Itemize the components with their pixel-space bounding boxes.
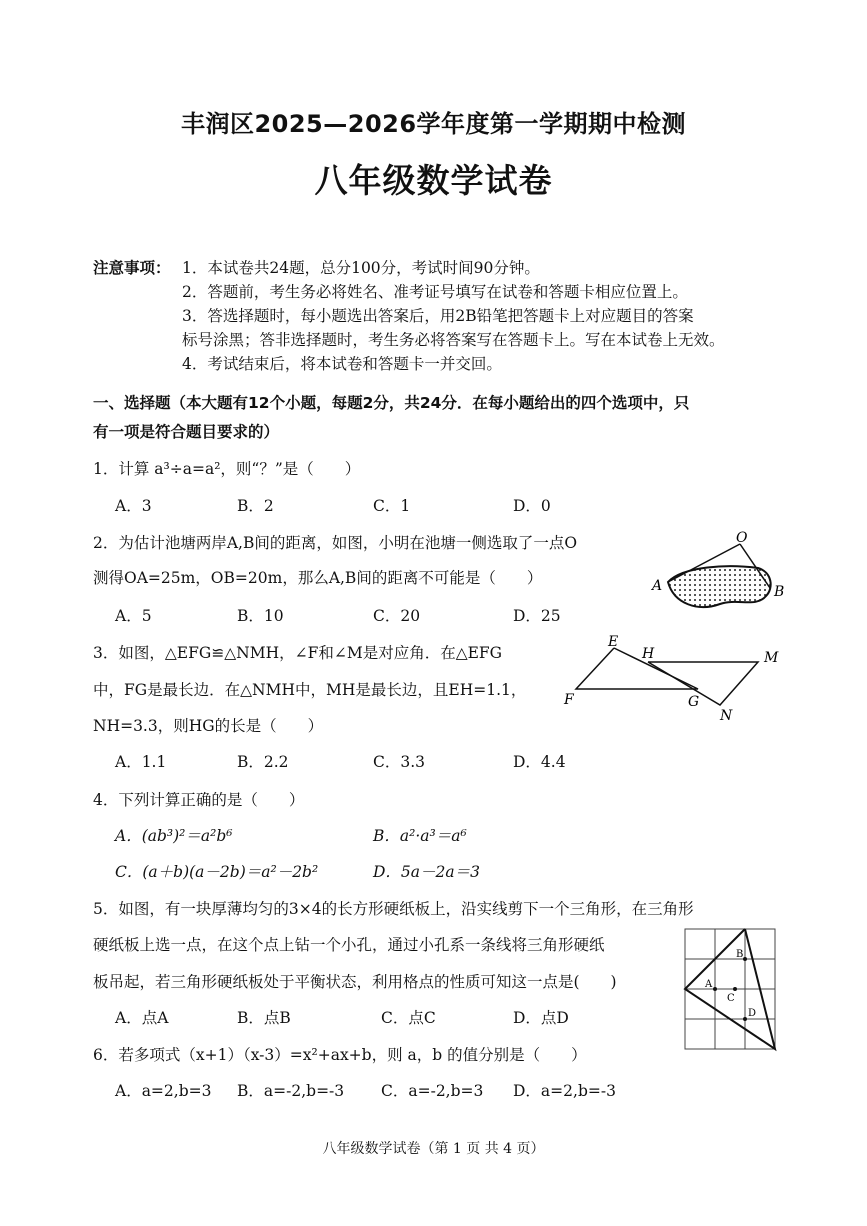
notice-item: 标号涂黑；答非选择题时，考生务必将答案写在答题卡上。写在本试卷上无效。 (182, 331, 725, 349)
q6-option-b: B．a=-2,b=-3 (237, 1082, 345, 1100)
q5-option-d: D．点D (513, 1009, 569, 1027)
question-5-line1: 5．如图，有一块厚薄均匀的3×4的长方形硬纸板上，沿实线剪下一个三角形，在三角形 (93, 900, 694, 918)
triangles-figure (558, 630, 788, 725)
q6-option-c: C．a=-2,b=3 (381, 1082, 484, 1100)
q1-option-b: B．2 (237, 497, 274, 515)
q5-option-b: B．点B (237, 1009, 291, 1027)
q2-option-a: A．5 (115, 607, 152, 625)
q5-option-c: C．点C (381, 1009, 436, 1027)
q2-option-c: C．20 (373, 607, 421, 625)
grid-lines (685, 929, 775, 1049)
label-h: H (642, 646, 655, 662)
question-5-line3: 板吊起，若三角形硬纸板处于平衡状态，利用格点的性质可知这一点是( ) (93, 973, 617, 991)
q1-option-a: A．3 (115, 497, 152, 515)
q6-option-a: A．a=2,b=3 (115, 1082, 212, 1100)
q4-option-c: C．(a＋b)(a－2b)＝a²－2b² (115, 863, 319, 881)
label-g: G (688, 694, 700, 710)
label-a: A (705, 979, 713, 990)
notice-item: 2．答题前，考生务必将姓名、准考证号填写在试卷和答题卡相应位置上。 (182, 283, 688, 301)
pond-figure (648, 528, 798, 618)
page-footer: 八年级数学试卷（第 1 页 共 4 页） (322, 1141, 545, 1157)
label-o: O (736, 530, 748, 546)
q4-option-b: B．a²·a³＝a⁶ (373, 827, 467, 845)
section-heading-cont: 有一项是符合题目要求的） (93, 423, 280, 441)
section-heading: 一、选择题（本大题有12个小题，每题2分，共24分．在每小题给出的四个选项中，只 (93, 394, 690, 412)
q6-option-d: D．a=2,b=-3 (513, 1082, 616, 1100)
notice-item: 1．本试卷共24题，总分100分，考试时间90分钟。 (182, 259, 540, 277)
label-a: A (652, 578, 663, 594)
q3-option-a: A．1.1 (115, 753, 167, 771)
question-2-line1: 2．为估计池塘两岸A,B间的距离，如图，小明在池塘一侧选取了一点O (93, 534, 578, 552)
point-d (743, 1017, 747, 1021)
label-d: D (748, 1008, 757, 1019)
notice-label: 注意事项： (93, 259, 171, 277)
point-c (733, 987, 737, 991)
exam-subtitle: 八年级数学试卷 (314, 161, 553, 200)
q3-option-d: D．4.4 (513, 753, 566, 771)
triangle-efg (576, 648, 698, 689)
grid-figure (683, 927, 779, 1053)
label-c: C (727, 993, 735, 1004)
q1-option-d: D．0 (513, 497, 551, 515)
q5-option-a: A．点A (115, 1009, 169, 1027)
question-1-stem: 1．计算 a³÷a=a²，则“？”是（ ） (93, 460, 361, 478)
q1-option-c: C．1 (373, 497, 411, 515)
question-2-line2: 测得OA=25m，OB=20m，那么A,B间的距离不可能是（ ） (93, 569, 543, 587)
q2-option-b: B．10 (237, 607, 284, 625)
q2-option-d: D．25 (513, 607, 561, 625)
question-3-line2: 中，FG是最长边．在△NMH中，MH是最长边，且EH=1.1， (93, 681, 527, 699)
question-3-line1: 3．如图，△EFG≌△NMH，∠F和∠M是对应角．在△EFG (93, 644, 503, 662)
point-b (743, 957, 747, 961)
question-4-stem: 4．下列计算正确的是（ ） (93, 791, 305, 809)
label-m: M (764, 650, 779, 666)
notice-item: 3．答选择题时，每小题选出答案后，用2B铅笔把答题卡上对应题目的答案 (182, 307, 694, 325)
q3-option-b: B．2.2 (237, 753, 289, 771)
label-b: B (774, 584, 785, 600)
label-n: N (720, 708, 733, 724)
label-e: E (608, 634, 619, 650)
question-5-line2: 硬纸板上选一点，在这个点上钻一个小孔，通过小孔系一条线将三角形硬纸 (93, 936, 605, 954)
pond-shape (668, 566, 771, 607)
label-b: B (736, 949, 744, 960)
triangle-nmh (648, 662, 758, 705)
q4-option-a: A．(ab³)²＝a²b⁶ (115, 827, 233, 845)
point-a (713, 987, 717, 991)
notice-item: 4．考试结束后，将本试卷和答题卡一并交回。 (182, 355, 502, 373)
exam-title: 丰润区2025—2026学年度第一学期期中检测 (180, 110, 687, 138)
q4-option-d: D．5a－2a＝3 (373, 863, 480, 881)
question-3-line3: NH=3.3，则HG的长是（ ） (93, 717, 324, 735)
label-f: F (564, 692, 574, 708)
question-6-stem: 6．若多项式（x+1）（x-3）=x²+ax+b，则 a，b 的值分别是（ ） (93, 1046, 587, 1064)
q3-option-c: C．3.3 (373, 753, 426, 771)
